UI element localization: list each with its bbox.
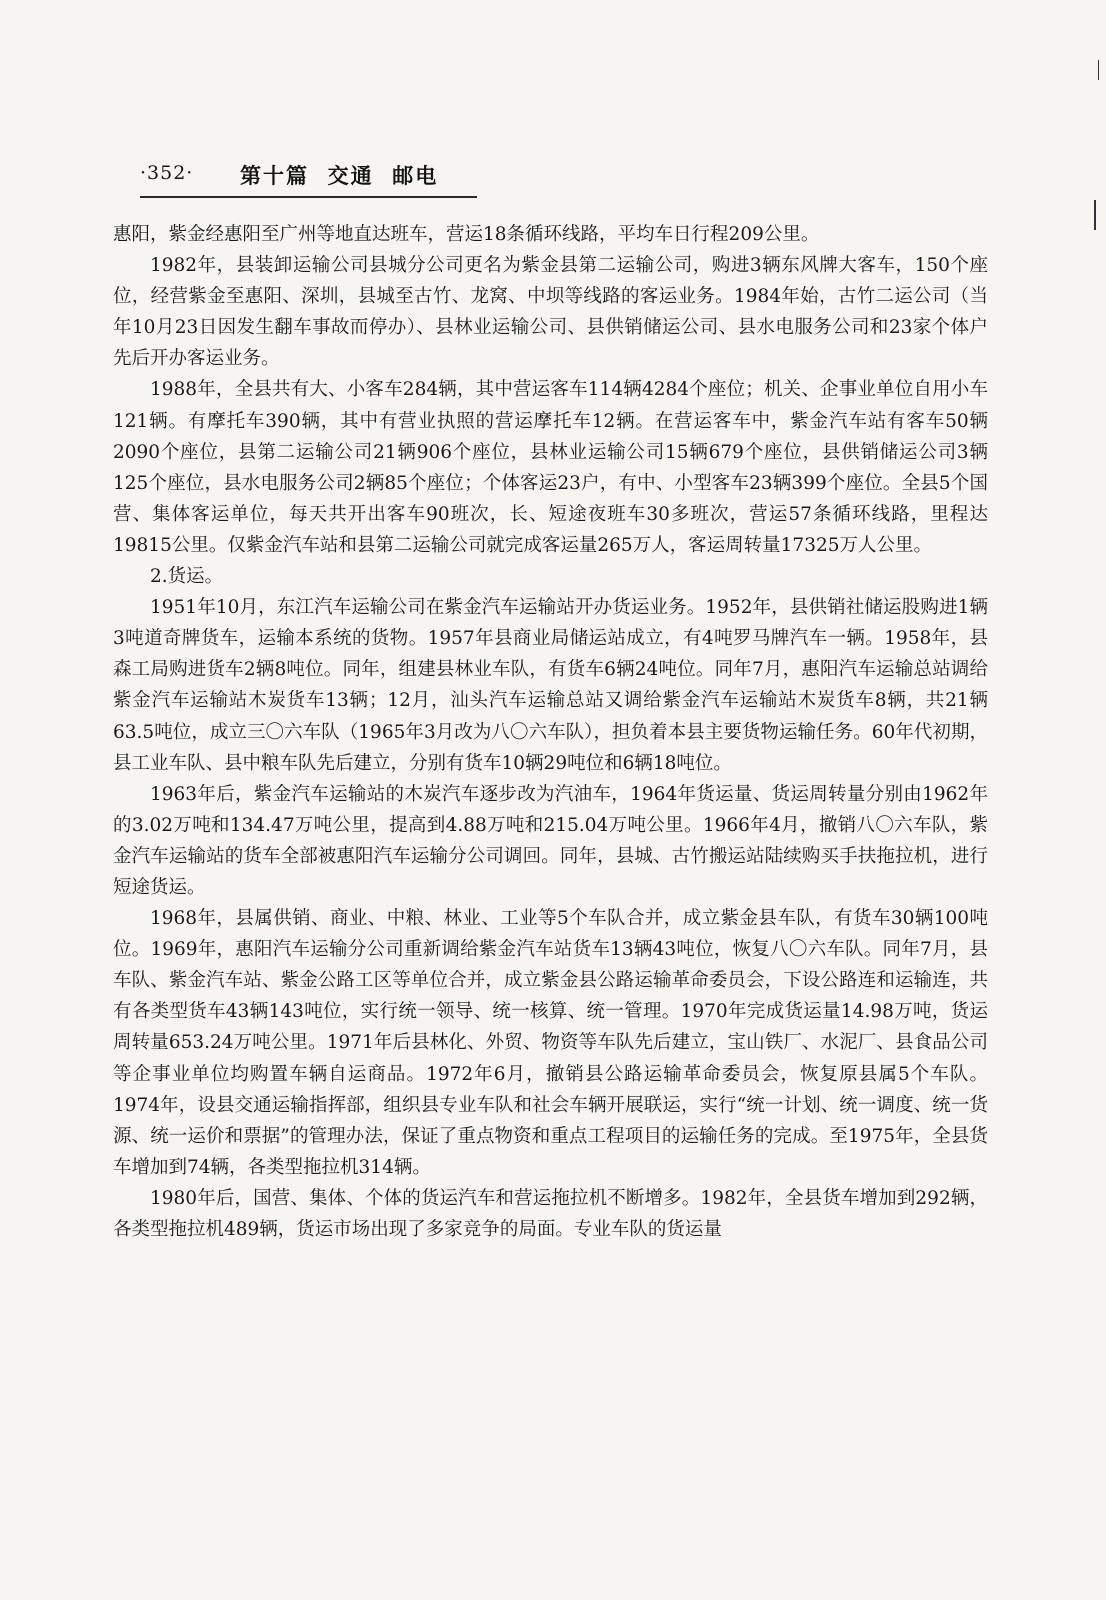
paragraph: 惠阳，紫金经惠阳至广州等地直达班车，营运18条循环线路，平均车日行程209公里。 bbox=[113, 224, 820, 245]
body-text bbox=[113, 219, 988, 1245]
subsection-heading: 2.货运。 bbox=[150, 566, 224, 588]
paragraph: 1963年后，紫金汽车运输站的木炭汽车逐步改为汽油车，1964年货运量、货运周转量分别由1962年的3.02万吨和134.47万吨公里，提高到4.88万吨和215.04万吨公里。1966年4月，撤销八〇六车队，紫金汽车运输站的货车全部被惠阳汽车运输分公司调回。同年，县城、古竹搬运站陆续购买手扶拖拉机，进行短途货运。 bbox=[113, 783, 988, 898]
running-header bbox=[140, 160, 477, 198]
scan-edge-mark bbox=[1098, 60, 1099, 80]
paragraph: 1980年后，国营、集体、个体的货运汽车和营运拖拉机不断增多。1982年，全县货车增加到292辆，各类型拖拉机489辆，货运市场出现了多家竞争的局面。专业车队的货运量 bbox=[113, 1187, 988, 1240]
scan-edge-mark bbox=[1094, 200, 1096, 230]
paragraph: 1951年10月，东江汽车运输公司在紫金汽车运输站开办货运业务。1952年，县供销社储运股购进1辆3吨道奇牌货车，运输本系统的货物。1957年县商业局储运站成立，有4吨罗马牌汽车一辆。1958年，县森工局购进货车2辆8吨位。同年，组建县林业车队，有货车6辆24吨位。同年7月，惠阳汽车运输总站调给紫金汽车运输站木炭货车13辆；12月，汕头汽车运输总站又调给紫金汽车运输站木炭货车8辆，共21辆63.5吨位，成立三〇六车队（1965年3月改为八〇六车队），担负着本县主要货物运输任务。60年代初期，县工业车队、县中粮车队先后建立，分别有货车10辆29吨位和6辆18吨位。 bbox=[113, 597, 988, 774]
page-number: ·352· bbox=[140, 162, 194, 184]
paragraph: 1968年，县属供销、商业、中粮、林业、工业等5个车队合并，成立紫金县车队，有货车30辆100吨位。1969年，惠阳汽车运输分公司重新调给紫金汽车站货车13辆43吨位，恢复八〇六车队。同年7月，县车队、紫金汽车站、紫金公路工区等单位合并，成立紫金县公路运输革命委员会，下设公路连和运输连，共有各类型货车43辆143吨位，实行统一领导、统一核算、统一管理。1970年完成货运量14.98万吨，货运周转量653.24万吨公里。1971年后县林化、外贸、物资等车队先后建立，宝山铁厂、水泥厂、县食品公司等企事业单位均购置车辆自运商品。1972年6月，撤销县公路运输革命委员会，恢复原县属5个车队。1974年，设县交通运输指挥部，组织县专业车队和社会车辆开展联运，实行“统一计划、统一调度、统一货源、统一运价和票据”的管理办法，保证了重点物资和重点工程项目的运输任务的完成。至1975年，全县货车增加到74辆，各类型拖拉机314辆。 bbox=[113, 908, 988, 1178]
section-title: 第十篇 交通 邮电 bbox=[240, 163, 439, 188]
paragraph: 1982年，县装卸运输公司县城分公司更名为紫金县第二运输公司，购进3辆东风牌大客车，150个座位，经营紫金至惠阳、深圳，县城至古竹、龙窝、中坝等线路的客运业务。1984年始，古竹二运公司（当年10月23日因发生翻车事故而停办）、县林业运输公司、县供销储运公司、县水电服务公司和23家个体户先后开办客运业务。 bbox=[113, 255, 988, 370]
paragraph: 1988年，全县共有大、小客车284辆，其中营运客车114辆4284个座位；机关、企事业单位自用小车121辆。有摩托车390辆，其中有营业执照的营运摩托车12辆。在营运客车中，紫金汽车站有客车50辆2090个座位，县第二运输公司21辆906个座位，县林业运输公司15辆679个座位，县供销储运公司3辆125个座位，县水电服务公司2辆85个座位；个体客运23户，有中、小型客车23辆399个座位。全县5个国营、集体客运单位，每天共开出客车90班次，长、短途夜班车30多班次，营运57条循环线路，里程达19815公里。仅紫金汽车站和县第二运输公司就完成客运量265万人，客运周转量17325万人公里。 bbox=[113, 379, 988, 556]
